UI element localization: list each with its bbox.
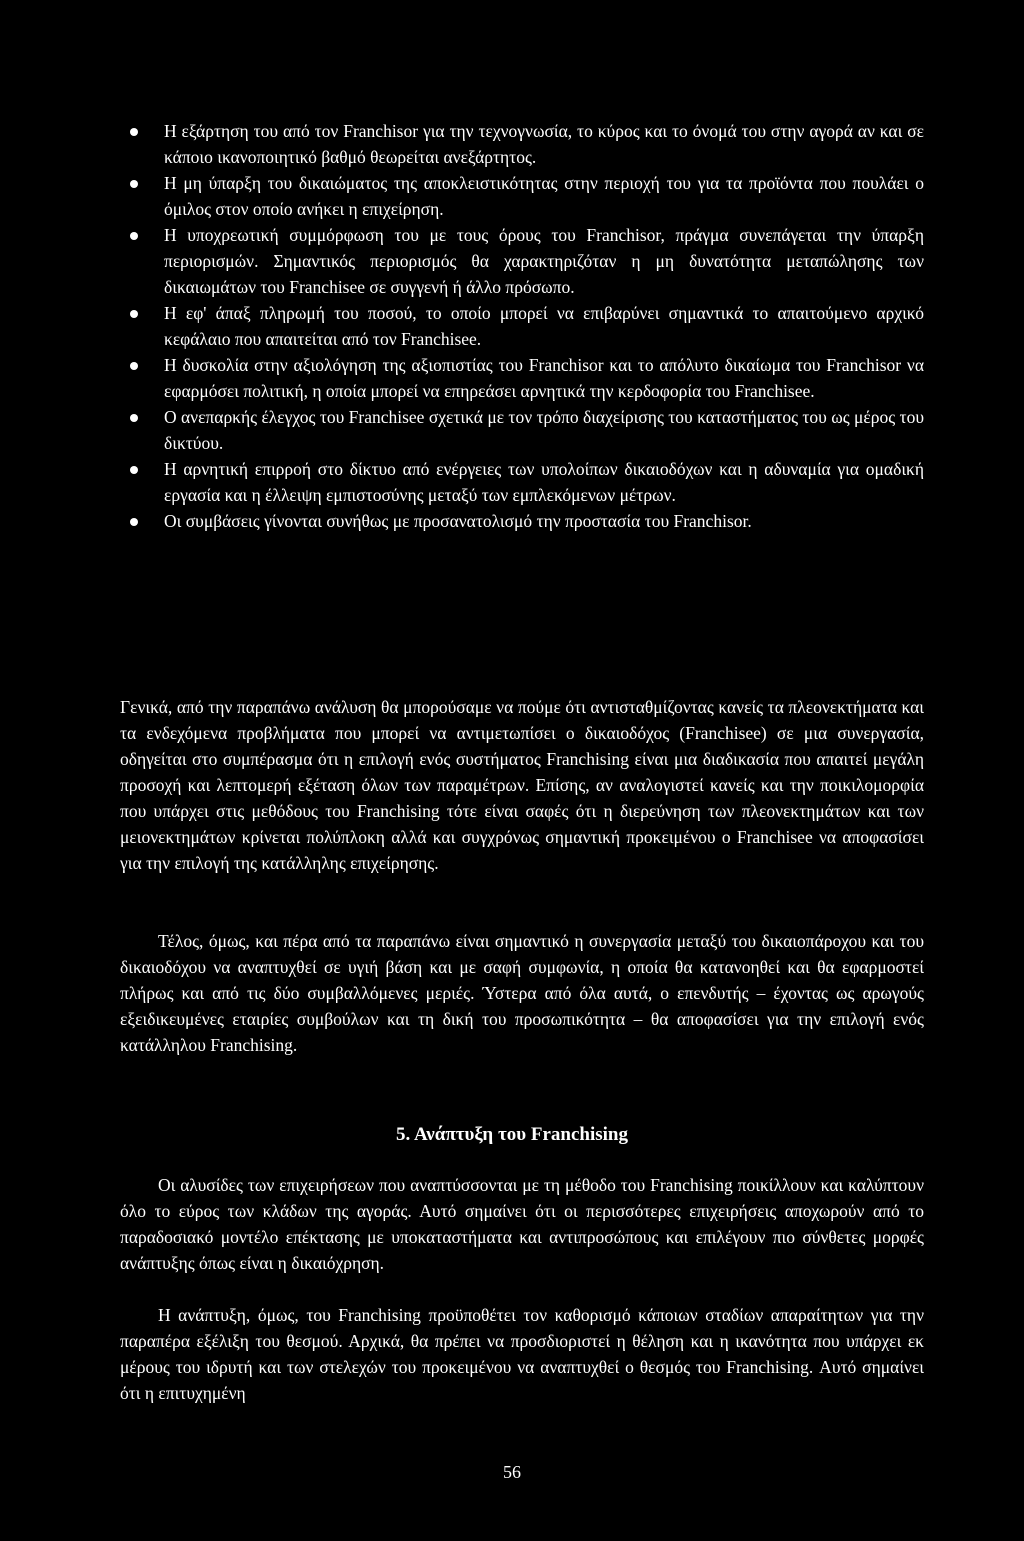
list-item	[120, 352, 924, 404]
list-item	[120, 300, 924, 352]
bullet-icon	[130, 414, 138, 422]
list-item	[120, 508, 924, 534]
section-heading: 5. Ανάπτυξη του Franchising	[396, 1124, 628, 1145]
list-item	[120, 170, 924, 222]
list-item	[120, 404, 924, 456]
paragraph-section-intro: Οι αλυσίδες των επιχειρήσεων που αναπτύσσονται με τη μέθοδο του Franchising ποικίλλουν και καλύπτουν όλο το εύρος των κλάδων της αγοράς. Αυτό σημαίνει ότι οι περισσότερες επιχειρήσεις αποχωρούν από το παραδοσιακό μοντέλο επέκτασης με υποκαταστήματα και αντιπροσώπους και επιλέγουν πιο σύνθετες μορφές ανάπτυξης όπως είναι η δικαιόχρηση.	[120, 1175, 924, 1273]
paragraph-closing: Τέλος, όμως, και πέρα από τα παραπάνω είναι σημαντικό η συνεργασία μεταξύ του δικαιοπάροχου και του δικαιοδόχου να αναπτυχθεί σε υγιή βάση και με σαφή συμφωνία, η οποία θα κατανοηθεί και θα εφαρμοστεί πλήρως και από τις δύο συμβαλλόμενες μεριές. Ύστερα από όλα αυτά, ο επενδυτής – έχοντας ως αρωγούς εξειδικευμένες εταιρίες συμβούλων και τη δική του προσωπικότητα – θα αποφασίσει για την επιλογή ενός κατάλληλου Franchising.	[120, 931, 924, 1055]
list-item	[120, 118, 924, 170]
list-item-text: Η μη ύπαρξη του δικαιώματος της αποκλειστικότητας στην περιοχή του για τα προϊόντα που πουλάει ο όμιλος στον οποίο ανήκει η επιχείρηση.	[164, 173, 924, 219]
bullet-list	[120, 118, 924, 534]
paragraph-conclusion: Γενικά, από την παραπάνω ανάλυση θα μπορούσαμε να πούμε ότι αντισταθμίζοντας κανείς τα πλεονεκτήματα και τα ενδεχόμενα προβλήματα που μπορεί να αντιμετωπίσει ο δικαιοδόχος (Franchisee) σε μια συνεργασία, οδηγείται στο συμπέρασμα ότι η επιλογή ενός συστήματος Franchising είναι μια διαδικασία που απαιτεί μεγάλη προσοχή και λεπτομερή εξέταση όλων των παραμέτρων. Επίσης, αν αναλογιστεί κανείς και την ποικιλομορφία που υπάρχει στις μεθόδους του Franchising τότε είναι σαφές ότι η διερεύνηση των πλεονεκτημάτων και των μειονεκτημάτων κρίνεται πολύπλοκη αλλά και συγχρόνως σημαντική προκειμένου ο Franchisee να αποφασίσει για την επιλογή της κατάλληλης επιχείρησης.	[120, 697, 924, 873]
list-item-text: Η αρνητική επιρροή στο δίκτυο από ενέργειες των υπολοίπων δικαιοδόχων και η αδυναμία για ομαδική εργασία και η έλλειψη εμπιστοσύνης μεταξύ των εμπλεκόμενων μέτρων.	[164, 459, 924, 505]
list-item-text: Η δυσκολία στην αξιολόγηση της αξιοπιστίας του Franchisor και το απόλυτο δικαίωμα του Franchisor να εφαρμόσει πολιτική, η οποία μπορεί να επηρεάσει αρνητικά την κερδοφορία του Franchisee.	[164, 355, 924, 401]
list-item-text: Η εφ' άπαξ πληρωμή του ποσού, το οποίο μπορεί να επιβαρύνει σημαντικά το απαιτούμενο αρχικό κεφάλαιο που απαιτείται από τον Franchisee.	[164, 303, 924, 349]
paragraph-development: Η ανάπτυξη, όμως, του Franchising προϋποθέτει τον καθορισμό κάποιων σταδίων απαραίτητων για την παραπέρα εξέλιξη του θεσμού. Αρχικά, θα πρέπει να προσδιοριστεί η θέληση και η ικανότητα που υπάρχει εκ μέρους του ιδρυτή και των στελεχών του προκειμένου να αναπτυχθεί ο θεσμός του Franchising. Αυτό σημαίνει ότι η επιτυχημένη	[120, 1305, 924, 1403]
list-item-text: Η υποχρεωτική συμμόρφωση του με τους όρους του Franchisor, πράγμα συνεπάγεται την ύπαρξη περιορισμών. Σημαντικός περιορισμός θα χαρακτηριζόταν η μη δυνατότητα μεταπώλησης των δικαιωμάτων του Franchisee σε συγγενή ή άλλο πρόσωπο.	[164, 225, 924, 297]
bullet-icon	[130, 310, 138, 318]
list-item-text: Η εξάρτηση του από τον Franchisor για την τεχνογνωσία, το κύρος και το όνομά του στην αγορά αν και σε κάποιο ικανοποιητικό βαθμό θεωρείται ανεξάρτητος.	[164, 121, 924, 167]
bullet-icon	[130, 128, 138, 136]
page-number: 56	[503, 1462, 521, 1482]
list-item	[120, 456, 924, 508]
bullet-icon	[130, 362, 138, 370]
list-item-text: Οι συμβάσεις γίνονται συνήθως με προσανατολισμό την προστασία του Franchisor.	[164, 511, 752, 531]
bullet-icon	[130, 232, 138, 240]
list-item-text: Ο ανεπαρκής έλεγχος του Franchisee σχετικά με τον τρόπο διαχείρισης του καταστήματος του ως μέρος του δικτύου.	[164, 407, 924, 453]
bullet-icon	[130, 180, 138, 188]
bullet-icon	[130, 466, 138, 474]
list-item	[120, 222, 924, 300]
bullet-icon	[130, 518, 138, 526]
